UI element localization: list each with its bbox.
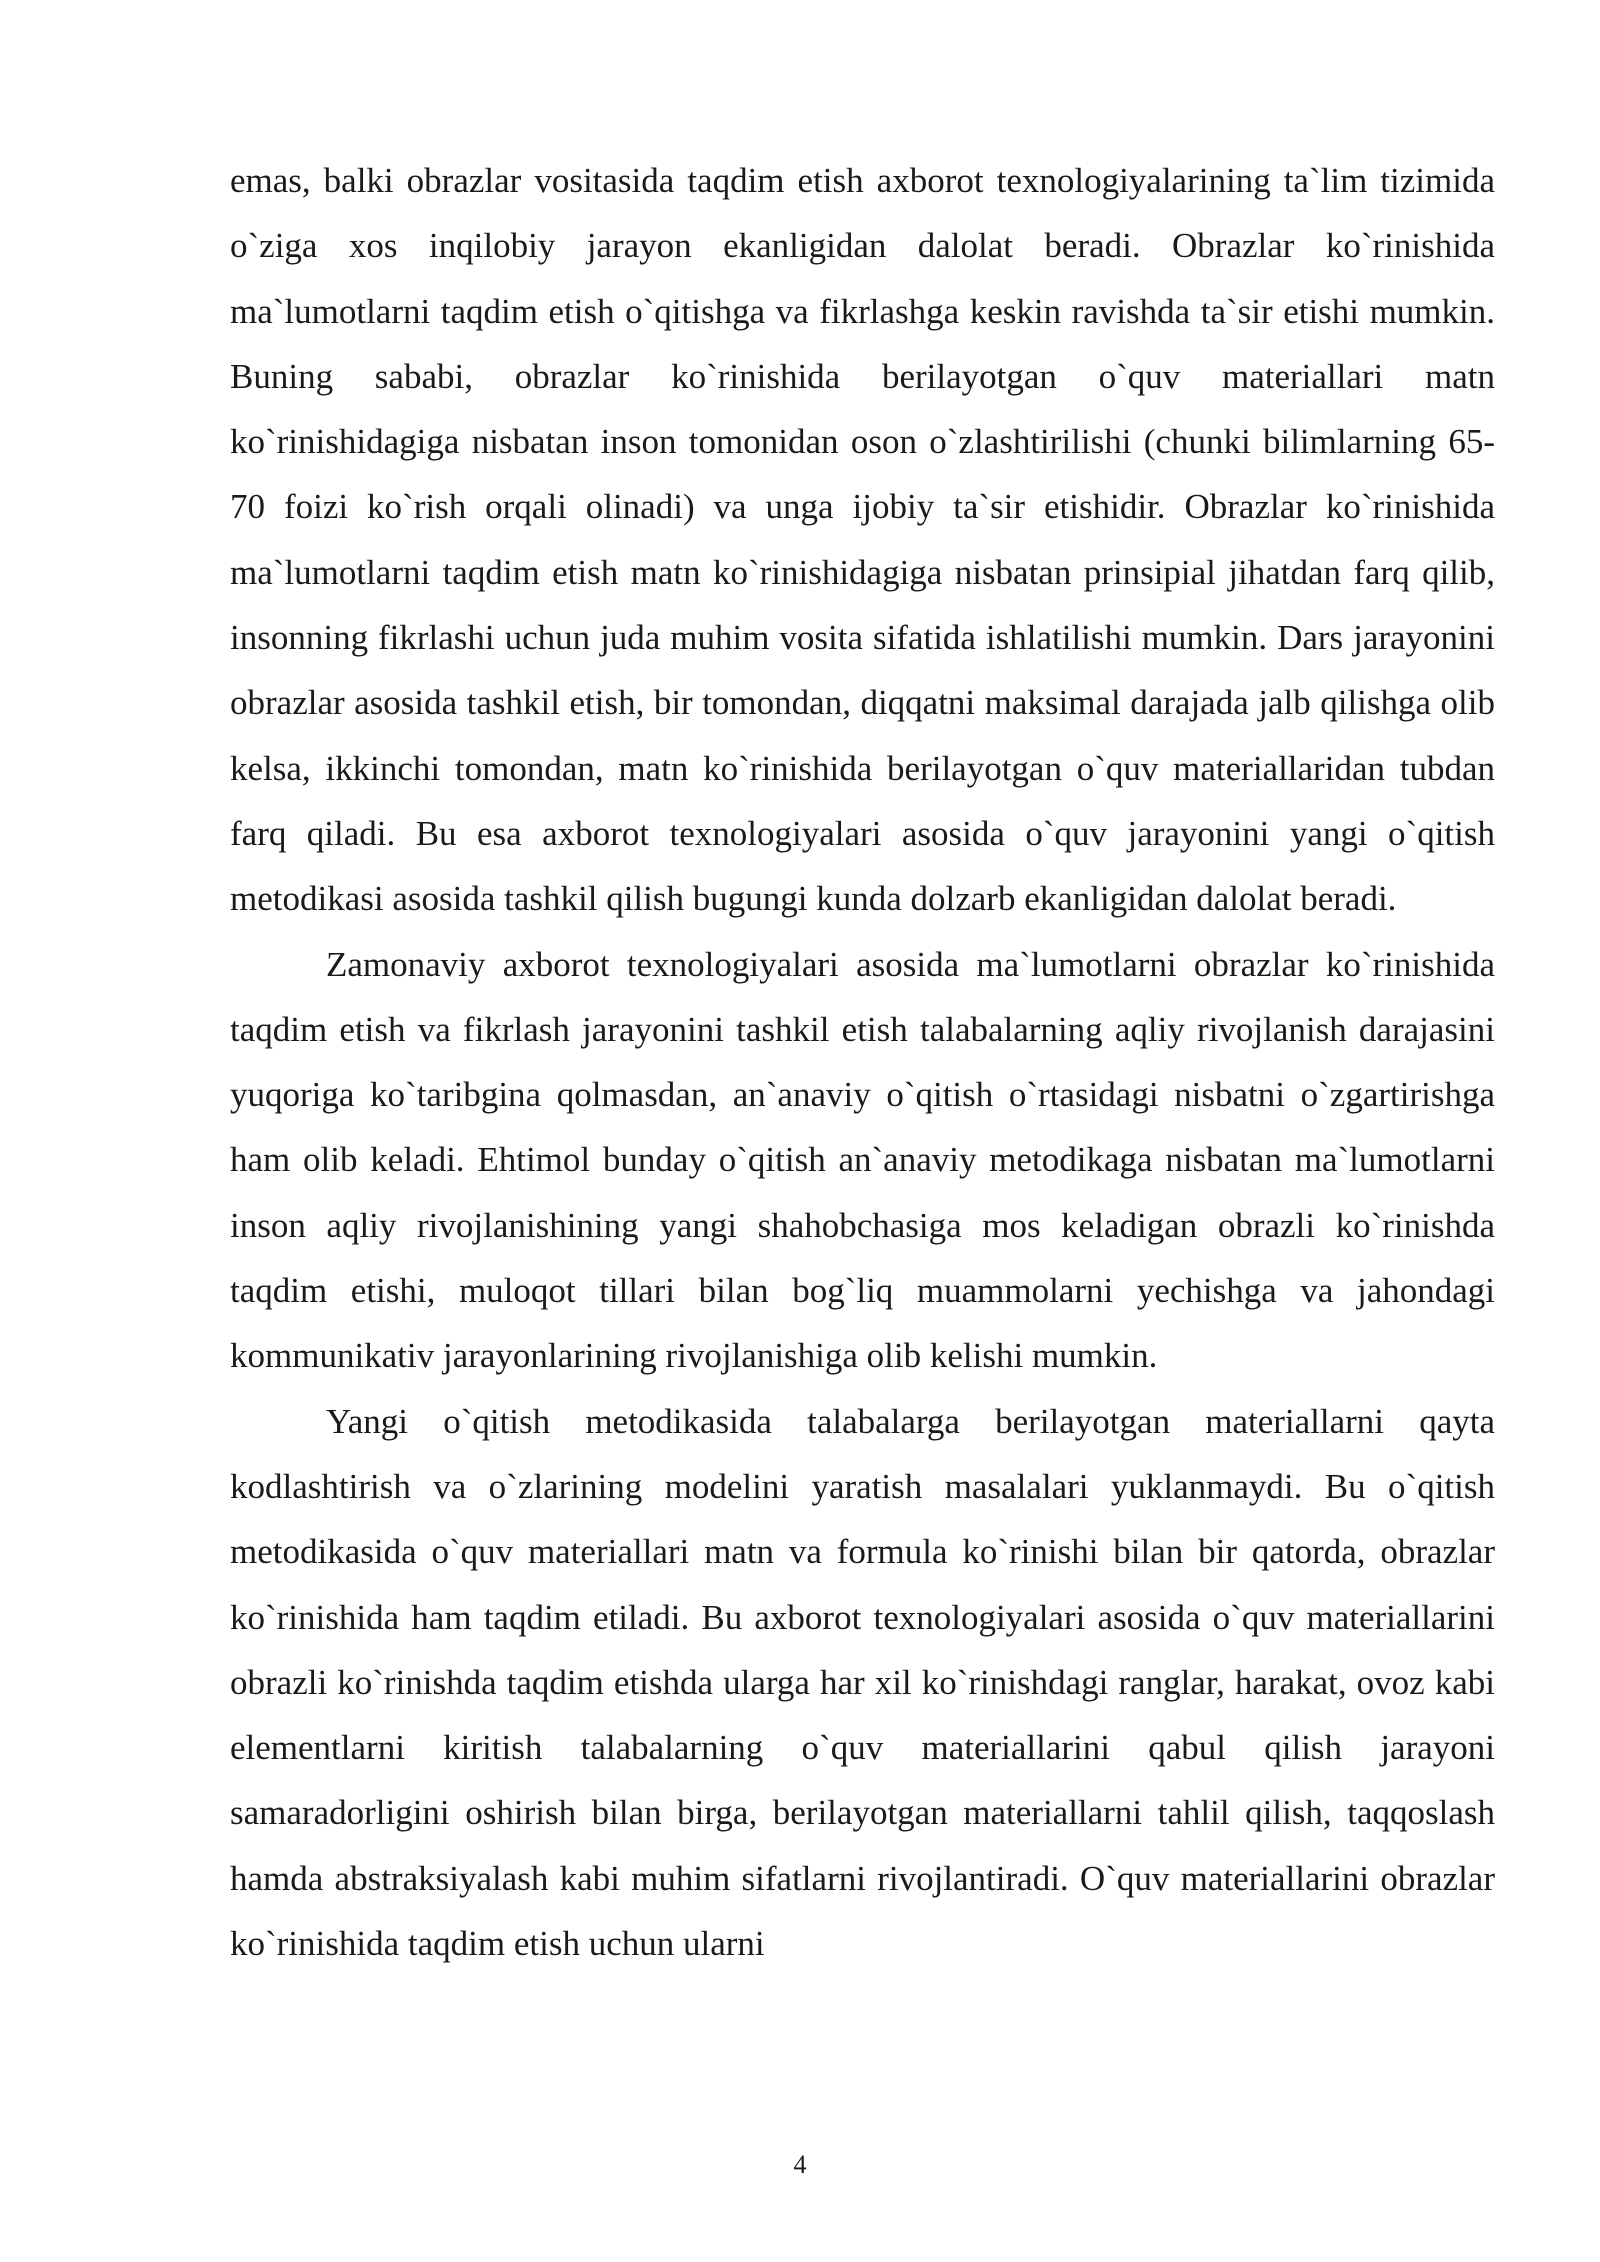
paragraph-3: Yangi o`qitish metodikasida talabalarga berilayotgan materiallarni qayta kodlashtirish va o`zlarining modelini yaratish masalalari yuklanmaydi. Bu o`qitish metodikasida o`quv materiallari matn va formula ko`rinishi bilan bir qatorda, obrazlar ko`rinishida ham taqdim etiladi. Bu axborot texnologiyalari asosida o`quv materiallarini obrazli ko`rinishda taqdim etishda ularga har xil ko`rinishdagi ranglar, harakat, ovoz kabi elementlarni kiritish talabalarning o`quv materiallarini qabul qilish jarayoni samaradorligini oshirish bilan birga, berilayotgan materiallarni tahlil qilish, taqqoslash hamda abstraksiyalash kabi muhim sifatlarni rivojlantiradi. O`quv materiallarini obrazlar ko`rinishida taqdim etish uchun ularni [230,1401,1495,1964]
paragraph-1: emas, balki obrazlar vositasida taqdim etish axborot texnologiyalarining ta`lim tizimida o`ziga xos inqilobiy jarayon ekanligidan dalolat beradi. Obrazlar ko`rinishida ma`lumotlarni taqdim etish o`qitishga va fikrlashga keskin ravishda ta`sir etishi mumkin. Buning sababi, obrazlar ko`rinishida berilayotgan o`quv materiallari matn ko`rinishidagiga nisbatan inson tomonidan oson o`zlashtirilishi (chunki bilimlarning 65-70 foizi ko`rish orqali olinadi) va unga ijobiy ta`sir etishidir. Obrazlar ko`rinishida ma`lumotlarni taqdim etish matn ko`rinishidagiga nisbatan prinsipial jihatdan farq qilib, insonning fikrlashi uchun juda muhim vosita sifatida ishlatilishi mumkin. Dars jarayonini obrazlar asosida tashkil etish, bir tomondan, diqqatni maksimal darajada jalb qilishga olib kelsa, ikkinchi tomondan, matn ko`rinishida berilayotgan o`quv materiallaridan tubdan farq qiladi. Bu esa axborot texnologiyalari asosida o`quv jarayonini yangi o`qitish metodikasi asosida tashkil qilish bugungi kunda dolzarb ekanligidan dalolat beradi. [230,161,1495,919]
body-text [230,148,1495,1976]
paragraph-2: Zamonaviy axborot texnologiyalari asosida ma`lumotlarni obrazlar ko`rinishida taqdim etish va fikrlash jarayonini tashkil etish talabalarning aqliy rivojlanish darajasini yuqoriga ko`taribgina qolmasdan, an`anaviy o`qitish o`rtasidagi nisbatni o`zgartirishga ham olib keladi. Ehtimol bunday o`qitish an`anaviy metodikaga nisbatan ma`lumotlarni inson aqliy rivojlanishining yangi shahobchasiga mos keladigan obrazli ko`rinishda taqdim etishi, muloqot tillari bilan bog`liq muammolarni yechishga va jahondagi kommunikativ jarayonlarining rivojlanishiga olib kelishi mumkin. [230,944,1495,1376]
page-number: 4 [793,2150,807,2179]
